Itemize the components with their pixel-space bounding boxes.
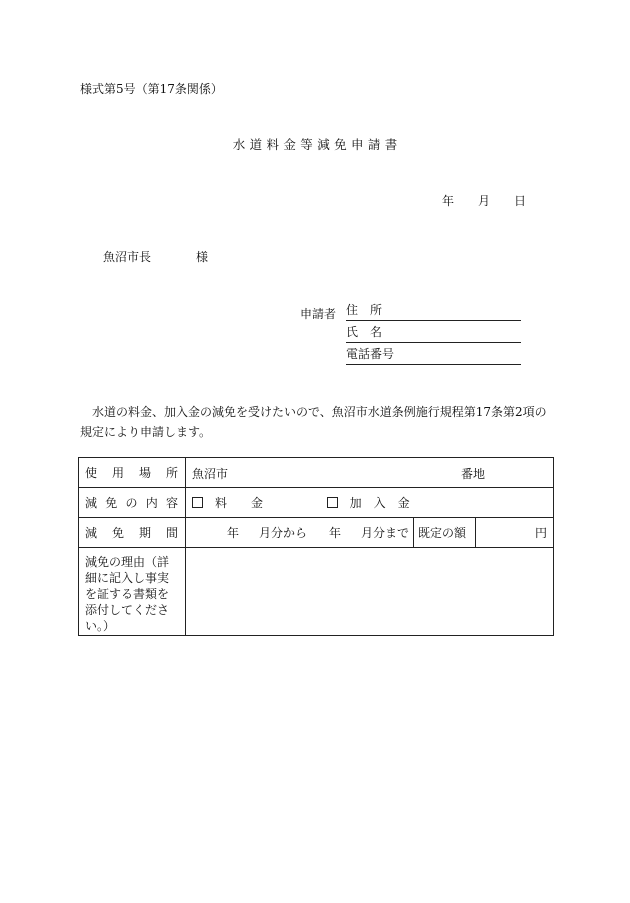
title-char: 料 xyxy=(266,137,280,152)
title-char: 申 xyxy=(350,137,364,152)
existing-amount-label-cell xyxy=(414,518,476,548)
period-label-char: 間 xyxy=(165,526,178,540)
applicant-phone-label: 電話番号 xyxy=(346,347,395,361)
type-label-cell xyxy=(79,488,186,518)
date-month-label: 月 xyxy=(478,194,491,208)
option-fee-label: 料 金 xyxy=(215,496,264,510)
table-row-location xyxy=(79,458,554,488)
existing-amount-value-cell[interactable] xyxy=(476,518,554,548)
applicant-name-label: 氏 名 xyxy=(346,325,383,339)
title-char: 水 xyxy=(232,137,246,152)
type-label-char: 容 xyxy=(165,496,178,510)
existing-amount-label: 既定の額 xyxy=(418,526,467,540)
location-label-cell xyxy=(79,458,186,488)
title-char: 等 xyxy=(300,137,313,152)
table-row-type xyxy=(79,488,554,518)
title-char: 書 xyxy=(384,137,398,152)
application-table xyxy=(78,457,554,636)
document-title-text xyxy=(231,137,400,152)
checkbox-fee[interactable] xyxy=(192,497,203,508)
period-label-char: 減 xyxy=(85,526,98,540)
table-row-reason xyxy=(79,548,554,636)
period-to-month: 月分まで xyxy=(360,526,409,540)
date-day-label: 日 xyxy=(514,194,527,208)
type-options-cell xyxy=(186,488,554,518)
type-label-char: の xyxy=(125,496,138,510)
title-char: 金 xyxy=(283,137,296,152)
addressee-name: 魚沼市長 xyxy=(103,250,152,264)
location-label-char: 用 xyxy=(111,466,124,480)
type-label-char: 免 xyxy=(105,496,118,510)
period-label-char: 免 xyxy=(111,526,124,540)
period-value-cell[interactable] xyxy=(186,518,414,548)
title-char: 請 xyxy=(367,137,381,152)
date-year-label: 年 xyxy=(442,194,455,208)
option-fee[interactable] xyxy=(192,494,263,511)
applicant-address-label: 住 所 xyxy=(346,303,383,317)
option-join-label: 加 入 金 xyxy=(349,496,410,510)
reason-value-cell[interactable] xyxy=(186,548,554,636)
period-label xyxy=(85,524,178,541)
document-title xyxy=(0,135,630,153)
location-banchi: 番地 xyxy=(461,467,486,481)
body-text: 水道の料金、加入金の減免を受けたいので、魚沼市水道条例施行規程第17条第2項の規定により申請します。 xyxy=(80,405,547,439)
checkbox-join[interactable] xyxy=(327,497,338,508)
reason-label-cell xyxy=(79,548,186,636)
location-value-cell[interactable] xyxy=(186,458,554,488)
location-label-char: 使 xyxy=(85,466,98,480)
form-number: 様式第5号（第17条関係） xyxy=(80,82,223,96)
title-char: 減 xyxy=(317,137,330,152)
period-label-cell xyxy=(79,518,186,548)
title-char: 道 xyxy=(249,137,263,152)
existing-amount-unit: 円 xyxy=(535,526,548,540)
date-line xyxy=(442,192,526,209)
location-label-char: 所 xyxy=(165,466,178,480)
location-city: 魚沼市 xyxy=(192,467,229,481)
addressee-honorific: 様 xyxy=(196,250,209,264)
type-label xyxy=(85,494,178,511)
applicant-address-field[interactable] xyxy=(346,300,521,321)
title-char: 免 xyxy=(334,137,347,152)
type-label-char: 内 xyxy=(145,496,158,510)
table-row-period xyxy=(79,518,554,548)
location-label xyxy=(85,464,178,481)
option-join[interactable] xyxy=(327,494,410,511)
applicant-label: 申請者 xyxy=(300,307,337,321)
period-from-month: 月分から xyxy=(258,526,307,540)
reason-label: 減免の理由（詳細に記入し事実を証する書類を添付してください。） xyxy=(85,555,170,633)
applicant-phone-field[interactable] xyxy=(346,344,521,365)
period-from-year: 年 xyxy=(226,526,239,540)
applicant-name-field[interactable] xyxy=(346,322,521,343)
type-label-char: 減 xyxy=(85,496,98,510)
period-label-char: 期 xyxy=(138,526,151,540)
location-label-char: 場 xyxy=(138,466,151,480)
period-to-year: 年 xyxy=(328,526,341,540)
